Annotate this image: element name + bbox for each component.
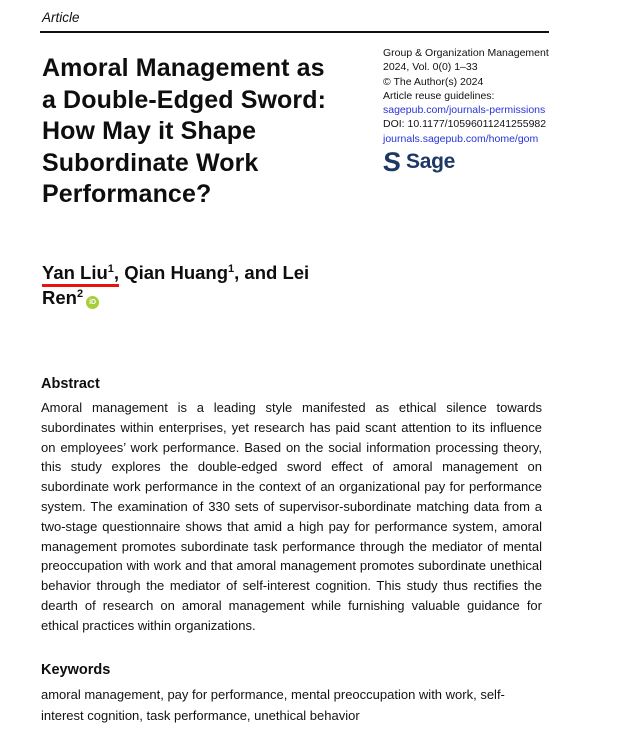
author-connector: , and Lei [234,262,310,283]
doi-line: DOI: 10.1177/10596011241255982 [383,118,547,131]
volume-issue-line: 2024, Vol. 0(0) 1–33 [383,61,478,74]
copyright-line: © The Author(s) 2024 [383,75,484,88]
author-line-1 [42,260,372,285]
reuse-guidelines-label: Article reuse guidelines: [383,89,495,102]
author-name: Yan Liu [42,262,108,283]
journal-homepage-link[interactable]: journals.sagepub.com/home/gom [383,132,539,145]
author-separator: , [113,262,120,283]
title-line: a Double-Edged Sword: [42,85,327,114]
abstract-section [41,376,542,636]
sage-logo-mark-icon: S [381,147,403,178]
title-line: How May it Shape [42,117,257,145]
abstract-text: Amoral management is a leading style manifested as ethical silence towards subordinates within enterprises, yet research has paid scant attention to its influence on employees’ work performance. Based on the social information processing theory, this study explores the double-edged sword effect of amoral management on subordinate work performance in the context of an organizational pay for performance system. The examination of 330 sets of supervisor-subordinate matching data from a two-stage questionnaire shows that amid a high pay for performance system, amoral management promotes subordinate task performance through the mediator of mental preoccupation with work and that amoral management promotes subordinate unethical behavior through the mediator of self-interest cognition. This study thus rectifies the dearth of research on amoral management while furnishing valuable guidance for ethical practices within organizations. [41,400,542,633]
article-type-label: Article [42,10,80,25]
keywords-heading: Keywords [41,662,111,678]
author-yan-liu-red-underline [42,262,119,287]
keywords-section [41,662,546,726]
header-rule [40,31,549,33]
affiliation-superscript: 1 [107,262,114,275]
author-line-2 [42,285,372,310]
title-line: Amoral Management as [42,54,325,82]
journal-name: Group & Organization Management [383,47,549,59]
sage-logo-wordmark: Sage [406,150,456,174]
author-name: Qian Huang [119,262,229,283]
article-title [42,53,357,211]
permissions-link[interactable]: sagepub.com/journals-permissions [383,104,546,117]
affiliation-superscript: 2 [76,287,84,300]
author-byline [42,260,372,310]
affiliation-superscript: 1 [228,262,235,275]
title-line: Performance? [42,180,212,208]
journal-masthead [381,46,568,178]
sage-logo [381,147,568,178]
orcid-icon[interactable]: iD [86,296,99,309]
title-line: Subordinate Work [42,148,259,177]
abstract-heading: Abstract [41,376,100,392]
keywords-text: amoral management, pay for performance, mental preoccupation with work, self-interest cognition, task performance, unethical behavior [41,687,505,723]
author-name: Ren [42,287,77,308]
